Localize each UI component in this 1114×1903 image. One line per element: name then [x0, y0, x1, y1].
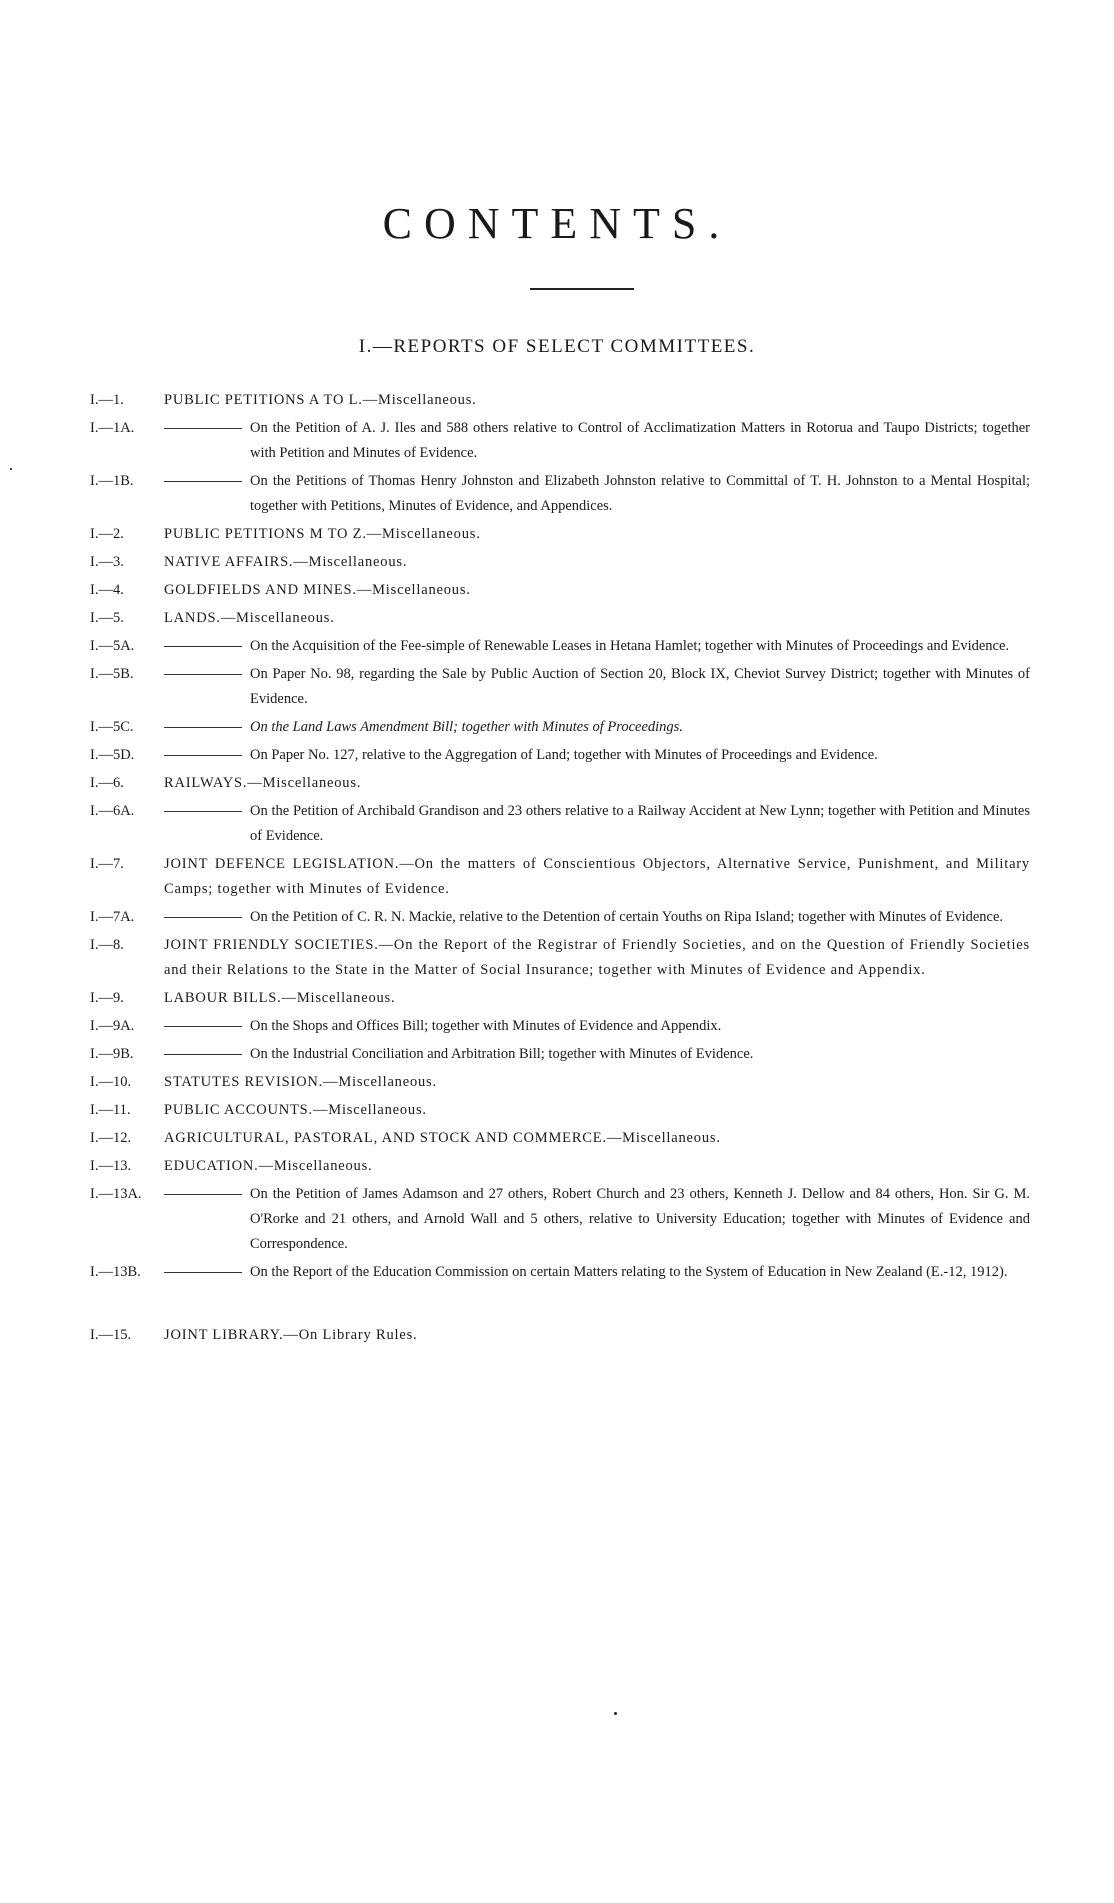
contents-entry [90, 743, 1030, 768]
entry-text: LABOUR BILLS.—Miscellaneous. [164, 990, 396, 1006]
contents-entry [90, 1154, 1030, 1179]
contents-entry [90, 1126, 1030, 1151]
entry-code: I.—7. [90, 856, 124, 872]
entry-code: I.—1B. [90, 473, 134, 489]
contents-entry [90, 933, 1030, 983]
ditto-dash [164, 755, 242, 757]
contents-entry [90, 550, 1030, 575]
entry-text: On the Petition of James Adamson and 27 others, Robert Church and 23 others, Kenneth J. Dellow and 84 others, Hon. Sir G. M. O'Rorke and 21 others, and Arnold Wall and 5 others, relative to University Education; together with Minutes of Evidence and Correspondence. [250, 1186, 1030, 1252]
margin-mark [10, 468, 12, 470]
entry-code: I.—5B. [90, 666, 134, 682]
entry-text: On the Petition of A. J. Iles and 588 others relative to Control of Acclimatization Matters in Rotorua and Taupo Districts; together with Petition and Minutes of Evidence. [250, 420, 1030, 461]
entry-text: On the Report of the Education Commission on certain Matters relating to the System of Education in New Zealand (E.-12, 1912). [250, 1264, 1008, 1280]
entry-code: I.—15. [90, 1327, 132, 1343]
contents-list [90, 388, 1030, 1351]
page-title: CONTENTS. [382, 199, 732, 248]
entry-code: I.—5D. [90, 747, 135, 763]
entry-text: AGRICULTURAL, PASTORAL, AND STOCK AND COMMERCE.—Miscellaneous. [164, 1130, 721, 1146]
entry-text: On the Petition of C. R. N. Mackie, relative to the Detention of certain Youths on Ripa Island; together with Minutes of Evidence. [250, 909, 1004, 925]
entry-code: I.—5A. [90, 638, 135, 654]
entry-text: On the Land Laws Amendment Bill; together with Minutes of Proceedings. [250, 719, 683, 735]
entry-text: On the Acquisition of the Fee-simple of Renewable Leases in Hetana Hamlet; together with Minutes of Proceedings and Evidence. [250, 638, 1010, 654]
entry-text: PUBLIC ACCOUNTS.—Miscellaneous. [164, 1102, 427, 1118]
entry-code: I.—13A. [90, 1186, 142, 1202]
entry-text: On the Industrial Conciliation and Arbitration Bill; together with Minutes of Evidence. [250, 1046, 754, 1062]
entry-code: I.—9A. [90, 1018, 135, 1034]
entry-text: EDUCATION.—Miscellaneous. [164, 1158, 373, 1174]
entry-code: I.—2. [90, 526, 124, 542]
contents-entry [90, 469, 1030, 519]
ditto-dash [164, 811, 242, 813]
section-heading: I.—REPORTS OF SELECT COMMITTEES. [358, 336, 756, 357]
entry-text: LANDS.—Miscellaneous. [164, 610, 335, 626]
entry-code: I.—12. [90, 1130, 132, 1146]
entry-text: On Paper No. 127, relative to the Aggregation of Land; together with Minutes of Proceedings and Evidence. [250, 747, 878, 763]
contents-entry [90, 799, 1030, 849]
contents-entry [90, 771, 1030, 796]
entry-text: PUBLIC PETITIONS A TO L.—Miscellaneous. [164, 392, 477, 408]
entry-text: STATUTES REVISION.—Miscellaneous. [164, 1074, 437, 1090]
contents-entry [90, 522, 1030, 547]
entry-code: I.—1A. [90, 420, 135, 436]
entry-code: I.—6. [90, 775, 124, 791]
entry-code: I.—5. [90, 610, 124, 626]
contents-entry [90, 905, 1030, 930]
ditto-dash [164, 674, 242, 676]
contents-entry [90, 416, 1030, 466]
entry-code: I.—5C. [90, 719, 134, 735]
contents-entry [90, 1070, 1030, 1095]
ditto-dash [164, 481, 242, 483]
contents-entry [90, 986, 1030, 1011]
contents-entry [90, 662, 1030, 712]
contents-entry [90, 1260, 1030, 1285]
ditto-dash [164, 1194, 242, 1196]
entry-text: JOINT LIBRARY.—On Library Rules. [164, 1327, 418, 1343]
entry-code: I.—4. [90, 582, 124, 598]
contents-entry [90, 1042, 1030, 1067]
contents-entry [90, 1182, 1030, 1257]
entry-code: I.—9B. [90, 1046, 134, 1062]
entry-text: JOINT FRIENDLY SOCIETIES.—On the Report of the Registrar of Friendly Societies, and on the Question of Friendly Societies and their Relations to the State in the Matter of Social Insurance; together with Minutes of Evidence and Appendix. [164, 937, 1030, 978]
entry-text: PUBLIC PETITIONS M TO Z.—Miscellaneous. [164, 526, 481, 542]
contents-entry [90, 606, 1030, 631]
entry-text: On Paper No. 98, regarding the Sale by Public Auction of Section 20, Block IX, Cheviot Survey District; together with Minutes of Evidence. [250, 666, 1030, 707]
contents-entry [90, 578, 1030, 603]
ditto-dash [164, 1272, 242, 1274]
entry-text: JOINT DEFENCE LEGISLATION.—On the matters of Conscientious Objectors, Alternative Service, Punishment, and Military Camps; together with Minutes of Evidence. [164, 856, 1030, 897]
entry-text: On the Shops and Offices Bill; together with Minutes of Evidence and Appendix. [250, 1018, 722, 1034]
entry-text: NATIVE AFFAIRS.—Miscellaneous. [164, 554, 408, 570]
ditto-dash [164, 428, 242, 430]
contents-entry [90, 1323, 1030, 1348]
ditto-dash [164, 917, 242, 919]
entry-code: I.—7A. [90, 909, 135, 925]
ditto-dash [164, 727, 242, 729]
entry-code: I.—8. [90, 937, 124, 953]
entry-code: I.—13B. [90, 1264, 141, 1280]
entry-code: I.—9. [90, 990, 124, 1006]
entry-text: RAILWAYS.—Miscellaneous. [164, 775, 362, 791]
entry-code: I.—6A. [90, 803, 135, 819]
contents-entry [90, 634, 1030, 659]
ditto-dash [164, 1026, 242, 1028]
contents-entry [90, 1014, 1030, 1039]
ditto-dash [164, 646, 242, 648]
contents-entry [90, 1098, 1030, 1123]
entry-text: On the Petitions of Thomas Henry Johnston and Elizabeth Johnston relative to Committal of T. H. Johnston to a Mental Hospital; together with Petitions, Minutes of Evidence, and Appendices. [250, 473, 1030, 514]
stray-dot [614, 1712, 617, 1715]
contents-entry [90, 388, 1030, 413]
contents-entry [90, 852, 1030, 902]
ditto-dash [164, 1054, 242, 1056]
entry-code: I.—13. [90, 1158, 132, 1174]
entry-code: I.—3. [90, 554, 124, 570]
entry-code: I.—10. [90, 1074, 132, 1090]
entry-text: GOLDFIELDS AND MINES.—Miscellaneous. [164, 582, 471, 598]
entry-text: On the Petition of Archibald Grandison and 23 others relative to a Railway Accident at New Lynn; together with Petition and Minutes of Evidence. [250, 803, 1030, 844]
title-rule [530, 288, 634, 290]
contents-entry [90, 715, 1030, 740]
entry-code: I.—1. [90, 392, 124, 408]
entry-code: I.—11. [90, 1102, 131, 1118]
